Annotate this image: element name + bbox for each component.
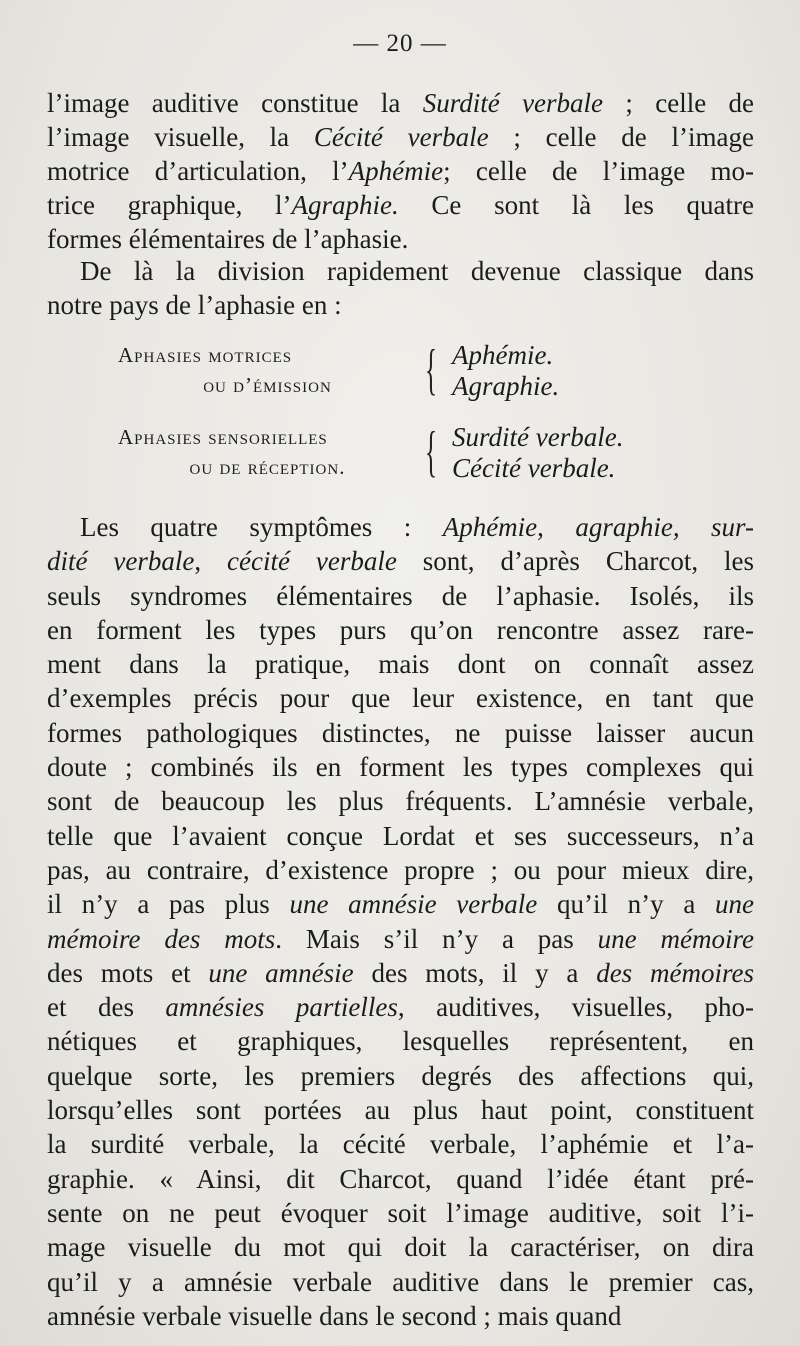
category-label bbox=[110, 340, 425, 400]
italic-term: Cécité verbale bbox=[313, 122, 489, 152]
text-line: l’image auditive constitue la Surdité verbale ; celle de bbox=[47, 88, 754, 118]
text-line: d’exemples précis pour que leur existence, en tant que bbox=[47, 683, 754, 714]
paragraph-2 bbox=[47, 254, 754, 322]
italic-term: agraphie, sur- bbox=[575, 512, 755, 542]
text-line: dité verbale, cécité verbale sont, d’après Charcot, les bbox=[47, 546, 754, 577]
italic-term: une amnésie bbox=[208, 957, 354, 988]
classification-group-motor bbox=[0, 340, 800, 404]
italic-term: Agraphie. bbox=[291, 190, 399, 220]
form-item: Aphémie. bbox=[452, 340, 554, 370]
italic-term: Aphémie bbox=[348, 156, 444, 186]
curly-brace: { bbox=[425, 339, 438, 401]
aphasia-classification bbox=[0, 339, 800, 483]
text-line: mage visuelle du mot qui doit la caractériser, on dira bbox=[47, 1232, 754, 1263]
text-line: formes élémentaires de l’aphasie. bbox=[47, 224, 409, 254]
form-list bbox=[452, 422, 623, 484]
text-line: ment dans la pratique, mais dont on connaît assez bbox=[47, 649, 754, 680]
form-item: Surdité verbale. bbox=[452, 422, 624, 452]
italic-term: amnésies partielles bbox=[165, 992, 398, 1023]
text-line: des mots et une amnésie des mots, il y a des mémoires bbox=[47, 957, 754, 988]
text-line: trice graphique, l’Agraphie. Ce sont là les quatre bbox=[47, 190, 754, 220]
text-line: graphie. « Ainsi, dit Charcot, quand l’idée étant pré- bbox=[47, 1163, 754, 1194]
italic-term: une amnésie verbale bbox=[289, 889, 538, 920]
category-line-2: ou d’émission bbox=[203, 373, 332, 397]
text-line: et des amnésies partielles, auditives, visuelles, pho- bbox=[47, 992, 754, 1023]
page-number: — 20 — bbox=[353, 30, 447, 57]
text-line: en forment les types purs qu’on rencontre assez rare- bbox=[47, 614, 754, 645]
classification-group-sensory bbox=[0, 422, 800, 486]
text-line: pas, au contraire, d’existence propre ; ou pour mieux dire, bbox=[47, 854, 754, 885]
text-line: il n’y a pas plus une amnésie verbale qu’il n’y a une bbox=[47, 889, 754, 920]
form-item: Cécité verbale. bbox=[452, 453, 616, 483]
text-line: la surdité verbale, la cécité verbale, l’aphémie et l’a- bbox=[47, 1129, 754, 1160]
text-line: qu’il y a amnésie verbale auditive dans le premier cas, bbox=[47, 1266, 754, 1297]
italic-term: une bbox=[715, 889, 754, 920]
text-line: sente on ne peut évoquer soit l’image auditive, soit l’i- bbox=[47, 1197, 754, 1228]
italic-term: Aphémie bbox=[442, 512, 538, 542]
category-label bbox=[110, 422, 425, 482]
italic-term: cécité verbale bbox=[227, 546, 397, 577]
text-line: lorsqu’elles sont portées au plus haut point, constituent bbox=[47, 1095, 754, 1126]
category-line-1: Aphasies motrices bbox=[118, 343, 293, 367]
text-line: seuls syndromes élémentaires de l’aphasie. Isolés, ils bbox=[47, 580, 754, 611]
text-line: sont de beaucoup les plus fréquents. L’amnésie verbale, bbox=[47, 786, 754, 817]
form-list bbox=[452, 340, 559, 402]
category-line-1: Aphasies sensorielles bbox=[118, 425, 328, 449]
italic-term: une mémoire bbox=[597, 923, 754, 954]
italic-term: dité verbale bbox=[47, 546, 195, 577]
paragraph-3 bbox=[47, 510, 754, 1333]
text-line: formes pathologiques distinctes, ne puisse laisser aucun bbox=[47, 717, 754, 748]
text-line: De là la division rapidement devenue classique dans bbox=[80, 256, 754, 286]
text-line: l’image visuelle, la Cécité verbale ; celle de l’image bbox=[47, 122, 754, 152]
italic-term: mémoire des mots bbox=[47, 923, 276, 954]
form-item: Agraphie. bbox=[452, 371, 560, 401]
text-line: amnésie verbale visuelle dans le second ; mais quand bbox=[47, 1300, 622, 1331]
text-line: nétiques et graphiques, lesquelles représentent, en bbox=[47, 1026, 754, 1057]
curly-brace: { bbox=[425, 421, 438, 483]
text-line: motrice d’articulation, l’Aphémie; celle de l’image mo- bbox=[47, 156, 754, 186]
text-line: doute ; combinés ils en forment les types complexes qui bbox=[47, 752, 754, 783]
italic-term: des mémoires bbox=[596, 957, 754, 988]
text-line: quelque sorte, les premiers degrés des affections qui, bbox=[47, 1060, 754, 1091]
italic-term: Surdité verbale bbox=[422, 88, 604, 118]
text-line: Les quatre symptômes : Aphémie, agraphie, sur- bbox=[80, 512, 755, 542]
text-line: mémoire des mots. Mais s’il n’y a pas une mémoire bbox=[47, 923, 754, 954]
text-line: telle que l’avaient conçue Lordat et ses successeurs, n’a bbox=[47, 820, 754, 851]
paragraph-1 bbox=[47, 86, 754, 256]
text-line: notre pays de l’aphasie en : bbox=[47, 290, 342, 320]
category-line-2: ou de réception. bbox=[189, 455, 346, 479]
